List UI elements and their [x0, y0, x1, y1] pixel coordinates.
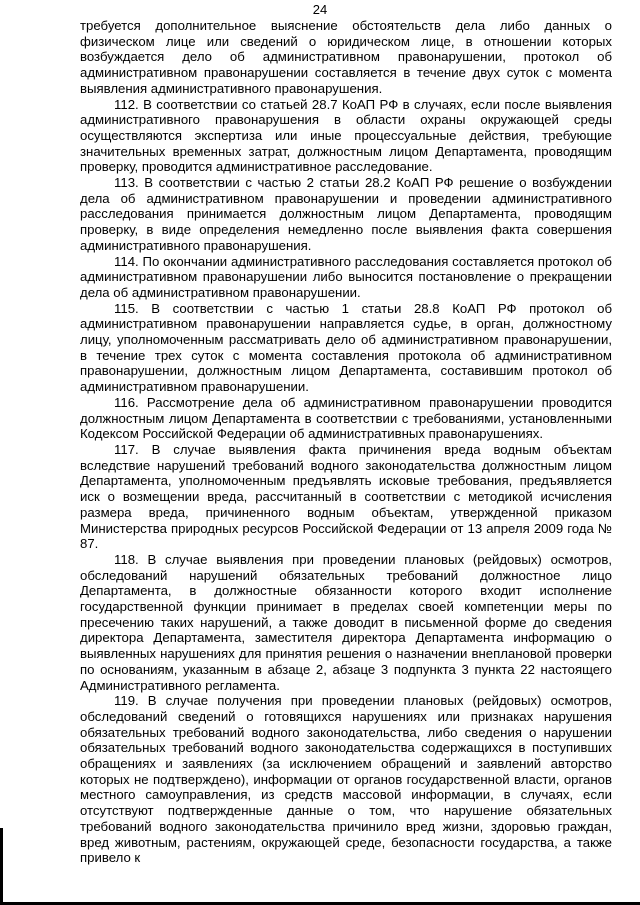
page-number: 24 — [312, 2, 328, 17]
document-body — [80, 18, 612, 866]
paragraph-116: 116. Рассмотрение дела об административном правонарушении проводится должностным лицом Департамента в соответствии с требованиями, установленными Кодексом Российской Федерации об административных правонарушениях. — [80, 394, 612, 442]
paragraph-117: 117. В случае выявления факта причинения вреда водным объектам вследствие нарушений требований водного законодательства должностным лицом Департамента, уполномоченным предъявлять исковые требования, предъявляется иск о возмещении вреда, рассчитанный в соответствии с методикой исчисления размера вреда, причиненного водным объектам, утвержденной приказом Министерства природных ресурсов Российской Федерации от 13 апреля 2009 года № 87. — [80, 441, 612, 552]
paragraph-114: 114. По окончании административного расследования составляется протокол об административном правонарушении либо выносится постановление о прекращении дела об административном правонарушении. — [80, 253, 612, 300]
scan-border-left — [0, 828, 3, 905]
paragraph-continuation: требуется дополнительное выяснение обстоятельств дела либо данных о физическом лице или сведений о юридическом лице, в отношении которых возбуждается дело об административном правонарушении, протокол об административном правонарушении составляется в течение двух суток с момента выявления административного правонарушения. — [80, 18, 612, 96]
paragraph-119: 119. В случае получения при проведении плановых (рейдовых) осмотров, обследований сведений о готовящихся нарушениях или признаках нарушения обязательных требований водного законодательства, либо сведения о нарушении обязательных требований водного законодательства содержащихся в поступивших обращениях и заявлениях (за исключением обращений и заявлений авторство которых не подтверждено), информации от органов государственной власти, органов местного самоуправления, из средств массовой информации, в случаях, если отсутствуют подтвержденные данные о том, что нарушение обязательных требований водного законодательства причинило вред жизни, здоровью граждан, вред животным, растениям, окружающей среде, безопасности государства, а также привело к — [80, 693, 612, 866]
paragraph-113: 113. В соответствии с частью 2 статьи 28.2 КоАП РФ решение о возбуждении дела об административном правонарушении и проведении административного расследования принимается должностным лицом Департамента, проводящим проверку, в виде определения немедленно после выявления факта совершения административного правонарушения. — [80, 175, 612, 253]
paragraph-115: 115. В соответствии с частью 1 статьи 28.8 КоАП РФ протокол об административном правонарушении направляется судье, в орган, должностному лицу, уполномоченным рассматривать дело об административном правонарушении, в течение трех суток с момента составления протокола об административном правонарушении, должностным лицом Департамента, составившим протокол об административном правонарушении. — [80, 300, 612, 395]
paragraph-112: 112. В соответствии со статьей 28.7 КоАП РФ в случаях, если после выявления административного правонарушения в области охраны окружающей среды осуществляются экспертиза или иные процессуальные действия, требующие значительных временных затрат, должностным лицом Департамента, проводящим проверку, проводится административное расследование. — [80, 96, 612, 175]
paragraph-118: 118. В случае выявления при проведении плановых (рейдовых) осмотров, обследований нарушений обязательных требований должностное лицо Департамента, в должностные обязанности которого входит исполнение государственной функции принимает в пределах своей компетенции меры по пресечению таких нарушений, а также доводит в письменной форме до сведения директора Департамента, заместителя директора Департамента информацию о выявленных нарушениях для принятия решения о назначении внеплановой проверки по основаниям, указанным в абзаце 2, абзаце 3 подпункта 3 пункта 22 настоящего Административного регламента. — [80, 551, 612, 693]
